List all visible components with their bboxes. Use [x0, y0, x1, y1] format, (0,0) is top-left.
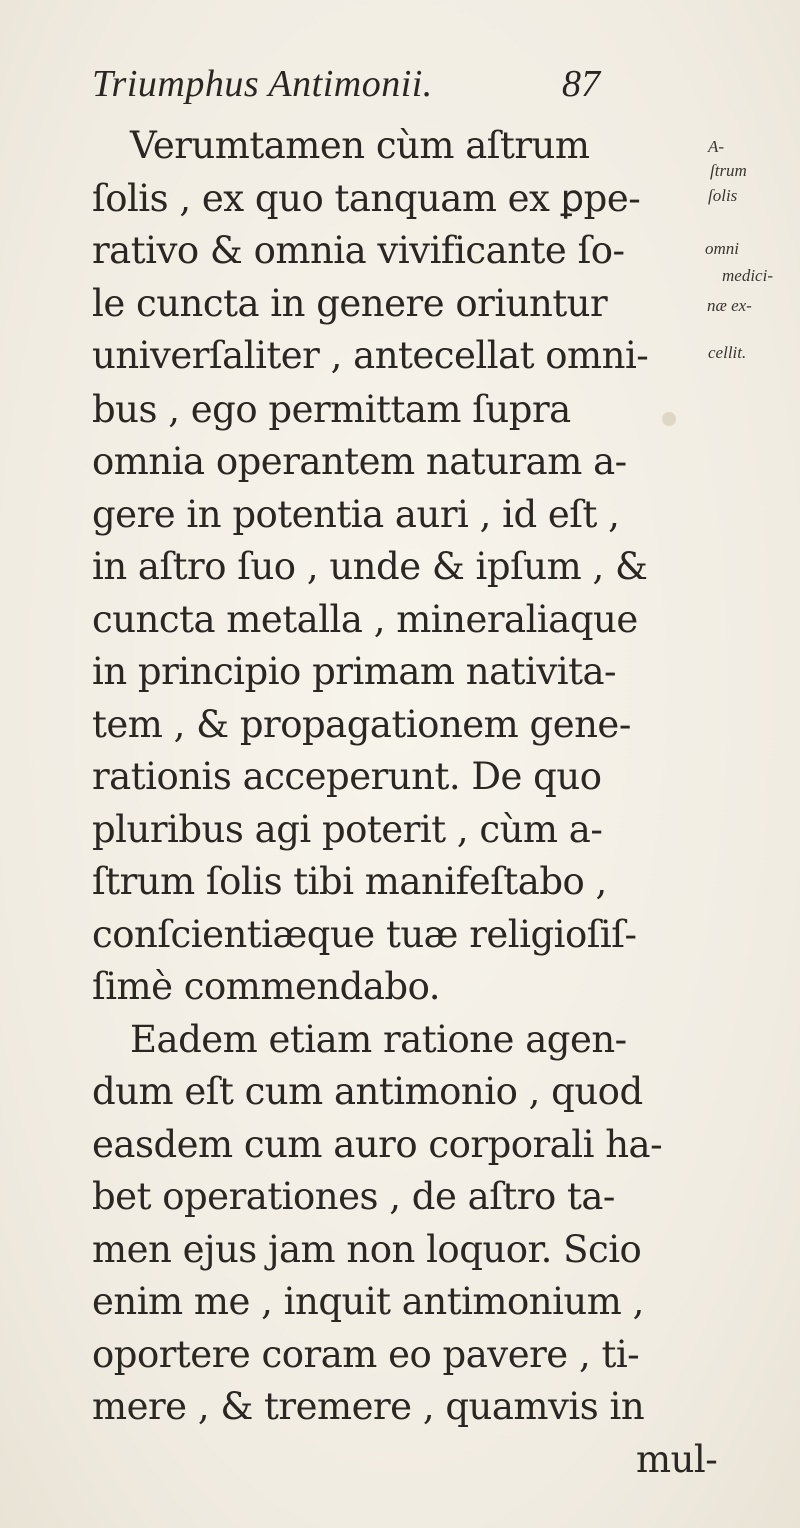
text-line: univerſaliter , antecellat omni- [92, 334, 649, 377]
text-line: pluribus agi poterit , cùm a- [92, 808, 603, 851]
text-line: Verumtamen cùm aſtrum [130, 124, 590, 167]
gloss-line: cellit. [708, 343, 747, 362]
text-line: in principio primam nativita- [92, 650, 617, 693]
text-line: le cuncta in genere oriuntur [92, 282, 608, 325]
gloss-line: omni [705, 239, 739, 258]
text-line: Eadem etiam ratione agen- [130, 1018, 627, 1061]
catchword: mul- [636, 1438, 718, 1481]
page-number: 87 [562, 63, 600, 105]
running-head: Triumphus Antimonii. [92, 63, 433, 105]
gloss-line: næ ex- [707, 296, 752, 315]
text-line: bet operationes , de aſtro ta- [92, 1175, 615, 1218]
text-line: tem , & propagationem gene- [92, 703, 631, 746]
text-line: in aſtro ſuo , unde & ipſum , & [92, 545, 648, 588]
text-line: rationis acceperunt. De quo [92, 755, 602, 798]
text-line: gere in potentia auri , id eſt , [92, 493, 620, 536]
gloss-line: ſolis [708, 186, 738, 205]
text-line: oportere coram eo pavere , ti- [92, 1333, 640, 1376]
text-line: easdem cum auro corporali ha- [92, 1123, 663, 1166]
text-line: ſtrum ſolis tibi manifeſtabo , [92, 860, 607, 903]
text-line: dum eſt cum antimonio , quod [92, 1070, 643, 1113]
text-line: rativo & omnia vivificante ſo- [92, 229, 625, 272]
gloss-line: ſtrum [710, 161, 747, 180]
text-line: cuncta metalla , mineraliaque [92, 598, 638, 641]
text-line: mere , & tremere , quamvis in [92, 1385, 645, 1428]
text-line: enim me , inquit antimonium , [92, 1280, 644, 1323]
gloss-line: A- [708, 137, 725, 156]
text-line: men ejus jam non loquor. Scio [92, 1228, 642, 1271]
gloss-line: medici- [722, 266, 773, 285]
ink-spot [662, 412, 676, 426]
text-line: bus , ego permittam ſupra [92, 388, 571, 431]
text-line: ſimè commendabo. [92, 965, 440, 1008]
text-line: omnia operantem naturam a- [92, 440, 627, 483]
text-line: conſcientiæque tuæ religioſiſ- [92, 913, 637, 956]
text-line: ſolis , ex quo tanquam ex ꝑpe- [92, 177, 641, 220]
